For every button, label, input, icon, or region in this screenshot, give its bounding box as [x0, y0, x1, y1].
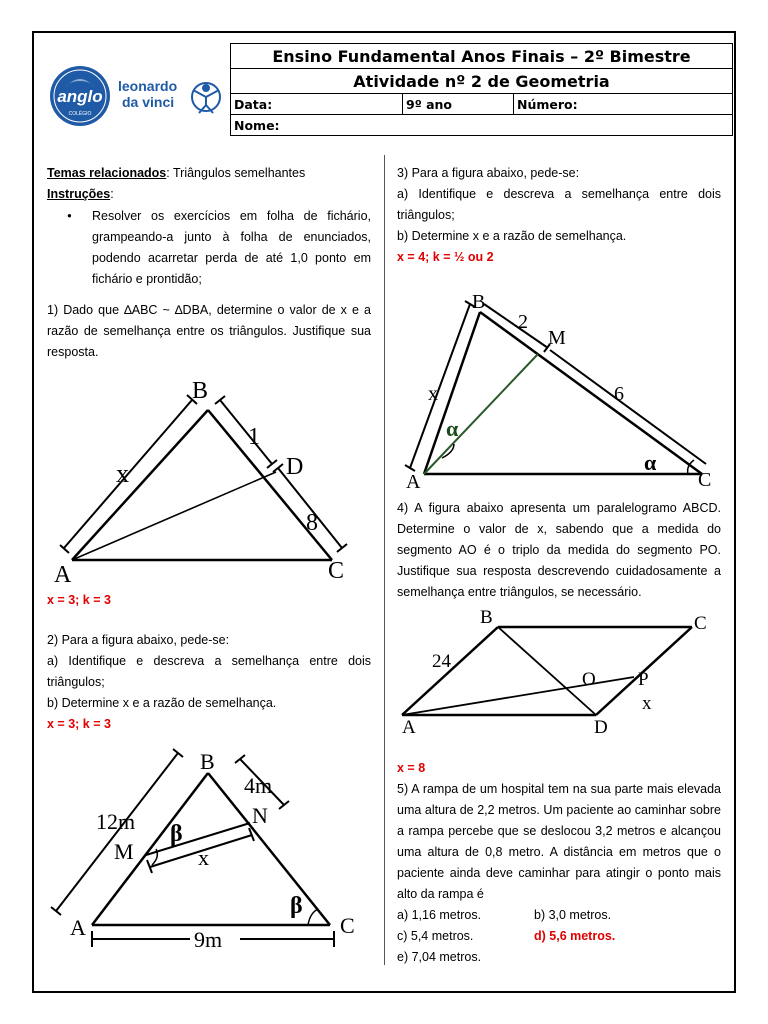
- instruction-item: [47, 206, 371, 290]
- instrucoes-label: Instruções: [47, 187, 111, 201]
- fig2-label-12m: 12m: [96, 809, 136, 834]
- question-2-intro: 2) Para a figura abaixo, pede-se:: [47, 633, 230, 647]
- fig3-label-2: 2: [518, 311, 528, 333]
- fig1-label-c: C: [328, 558, 345, 584]
- logo-anglo-text: anglo: [57, 87, 103, 106]
- fig4-label-24: 24: [432, 651, 451, 672]
- header-subtitle: Atividade nº 2 de Geometria: [231, 69, 733, 94]
- question-2-b: b) Determine x e a razão de semelhança.: [47, 696, 277, 710]
- fig2-label-b: B: [200, 749, 215, 774]
- name-field[interactable]: Nome:: [231, 115, 733, 136]
- fig1-label-b: B: [192, 378, 209, 404]
- temas-line: [47, 163, 371, 184]
- fig3-angle-alpha-a: α: [446, 416, 459, 441]
- fig3-label-6: 6: [614, 383, 624, 405]
- left-column: [47, 163, 371, 363]
- fig1-label-a: A: [54, 562, 72, 588]
- logo-leonardo-text: leonardo: [118, 78, 178, 94]
- fig1-label-1: 1: [248, 424, 260, 450]
- fig3-dim-x: [410, 304, 470, 468]
- fig3-label-x: x: [428, 383, 438, 405]
- instrucoes-line: [47, 184, 371, 205]
- grade-label: 9º ano: [403, 94, 514, 115]
- fig2-label-m: M: [114, 839, 134, 864]
- fig4-label-p: P: [638, 669, 649, 690]
- fig3-dim-2: [484, 304, 548, 348]
- fig4-label-a: A: [402, 717, 416, 738]
- header-table: [230, 43, 733, 136]
- question-3-block: [397, 163, 721, 268]
- fig2-label-9m: 9m: [194, 927, 223, 952]
- question-3-a: a) Identifique e descreva a semelhança entre dois triângulos;: [397, 187, 721, 222]
- question-4-block: [397, 498, 721, 603]
- temas-label: Temas relacionados: [47, 166, 167, 180]
- options-row-1: [397, 905, 721, 926]
- figure-3: [400, 290, 730, 490]
- question-4: 4) A figura abaixo apresenta um paralelogramo ABCD. Determine o valor de x, sabendo que a medida do segmento AO é o triplo da medida do segmento PO. Justifique sua resposta descrevendo cuidadosamente a semelhança entre triângulos, se necessário.: [397, 501, 721, 599]
- instrucoes-colon: :: [110, 187, 114, 201]
- fig2-label-c: C: [340, 913, 355, 938]
- fig2-label-n: N: [252, 803, 268, 828]
- question-2-block: [47, 630, 371, 735]
- fig2-label-a: A: [70, 915, 86, 940]
- fig1-segment-ad: [72, 472, 276, 560]
- fig4-label-c: C: [694, 613, 707, 634]
- fig1-label-8: 8: [306, 510, 318, 536]
- fig2-label-4m: 4m: [244, 773, 273, 798]
- option-b[interactable]: b) 3,0 metros.: [534, 908, 612, 922]
- fig2-angle-beta-m: β: [170, 821, 183, 847]
- fig4-label-x: x: [642, 693, 652, 714]
- fig2-side-ab: [92, 773, 208, 925]
- answer-2: x = 3; k = 3: [47, 717, 111, 731]
- answer-4: x = 8: [397, 761, 426, 775]
- fig2-label-x: x: [198, 845, 209, 870]
- fig4-label-o: O: [582, 669, 596, 690]
- option-a[interactable]: a) 1,16 metros.: [397, 908, 482, 922]
- date-field[interactable]: Data:: [231, 94, 403, 115]
- question-5: 5) A rampa de um hospital tem na sua parte mais elevada uma altura de 2,2 metros. Um paciente ao caminhar sobre a rampa percebe que se deslocou 3,2 metros e alcançou uma altura de 0,8 metro. A distância em metros que o paciente ainda deve caminhar para atingir o ponto mais alto da rampa é: [397, 782, 721, 901]
- question-3-b: b) Determine x e a razão de semelhança.: [397, 229, 627, 243]
- answer-3: x = 4; k = ½ ou 2: [397, 250, 494, 264]
- fig1-label-x: x: [116, 459, 129, 488]
- options-row-2: [397, 926, 721, 947]
- question-1: 1) Dado que ∆ABC ~ ∆DBA, determine o valor de x e a razão de semelhança entre os triângulos. Justifique sua resposta.: [47, 303, 371, 359]
- temas-value: : Triângulos semelhantes: [166, 166, 306, 180]
- figure-1: [40, 370, 370, 590]
- fig4-label-b: B: [480, 607, 493, 628]
- fig3-segment-am: [424, 354, 538, 474]
- figure-4: [400, 605, 730, 740]
- vitruvian-icon: [192, 83, 220, 113]
- fig1-side-ab: [72, 410, 208, 560]
- fig3-label-b: B: [472, 291, 486, 313]
- fig3-label-a: A: [406, 471, 421, 490]
- fig1-side-bc: [208, 410, 332, 560]
- fig2-angle-beta-c: β: [290, 893, 303, 919]
- answer-1: x = 3; k = 3: [47, 593, 111, 607]
- instruction-text: Resolver os exercícios em folha de fichário, grampeando-a junto à folha de enunciados, podendo acarretar perda de até 1,0 ponto em fichário e prontidão;: [92, 209, 371, 286]
- number-field[interactable]: Número:: [514, 94, 733, 115]
- fig3-angle-alpha-c: α: [644, 450, 657, 475]
- fig4-label-d: D: [594, 717, 608, 738]
- fig3-label-c: C: [698, 469, 712, 490]
- option-d[interactable]: d) 5,6 metros.: [534, 929, 616, 943]
- question-2-a: a) Identifique e descreva a semelhança entre dois triângulos;: [47, 654, 371, 689]
- header-title: Ensino Fundamental Anos Finais – 2º Bimestre: [231, 44, 733, 69]
- figure-2: [40, 745, 370, 960]
- fig3-dim-6: [550, 350, 706, 464]
- question-5-block: [397, 758, 721, 968]
- question-3-intro: 3) Para a figura abaixo, pede-se:: [397, 166, 580, 180]
- fig3-label-m: M: [548, 327, 566, 349]
- logo-colegio-text: COLÉGIO: [68, 111, 92, 117]
- logo-davinci-text: da vinci: [122, 94, 175, 110]
- fig1-label-d: D: [286, 454, 304, 480]
- school-logo: [46, 57, 221, 135]
- column-divider: [384, 155, 385, 965]
- fig3-side-bc: [480, 312, 702, 474]
- option-e[interactable]: e) 7,04 metros.: [397, 950, 482, 964]
- bullet-icon: •: [67, 209, 72, 223]
- option-c[interactable]: c) 5,4 metros.: [397, 929, 474, 943]
